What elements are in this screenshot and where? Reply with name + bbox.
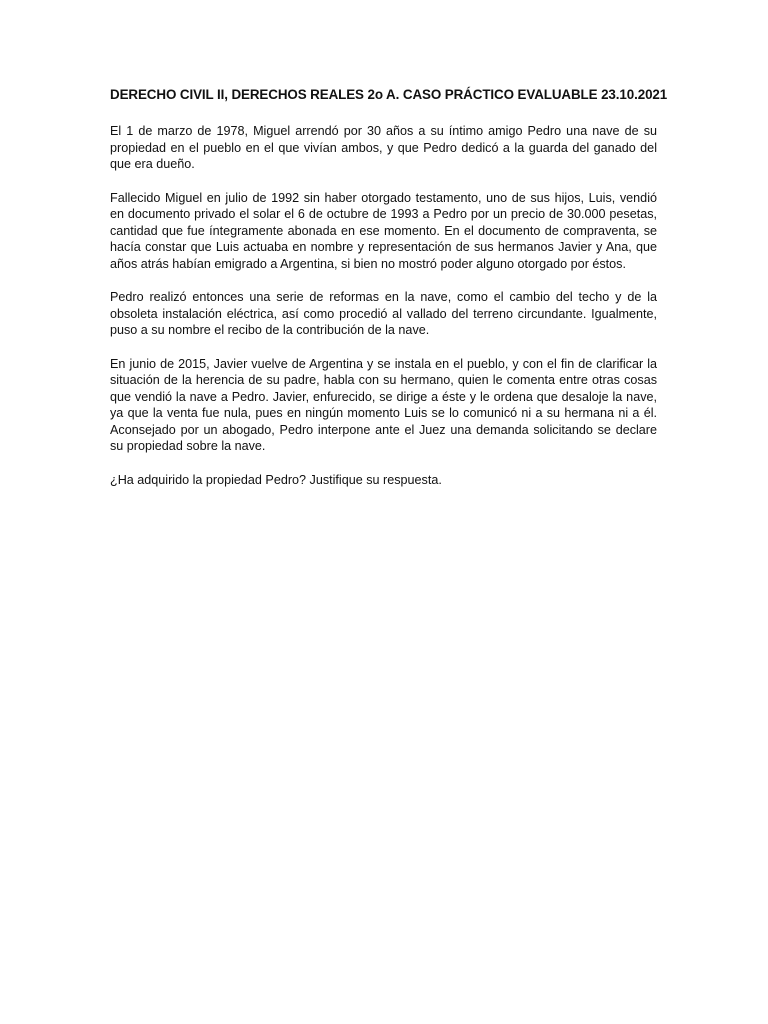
question-text: ¿Ha adquirido la propiedad Pedro? Justifique su respuesta.	[110, 472, 442, 487]
document-title: DERECHO CIVIL II, DERECHOS REALES 2o A. CASO PRÁCTICO EVALUABLE 23.10.2021	[110, 87, 668, 102]
paragraph-1: El 1 de marzo de 1978, Miguel arrendó por 30 años a su íntimo amigo Pedro una nave de su propiedad en el pueblo en el que vivían ambos, y que Pedro dedicó a la guarda del ganado del que era dueño.	[110, 124, 657, 171]
paragraph-4: En junio de 2015, Javier vuelve de Argentina y se instala en el pueblo, y con el fin de clarificar la situación de la herencia de su padre, habla con su hermano, quien le comenta entre otras cosas que vendió la nave a Pedro. Javier, enfurecido, se dirige a éste y le ordena que desaloje la nave, ya que la venta fue nula, pues en ningún momento Luis se lo comunicó ni a su hermana ni a él. Aconsejado por un abogado, Pedro interpone ante el Juez una demanda solicitando se declare su propiedad sobre la nave.	[110, 356, 657, 453]
document-body	[110, 86, 668, 488]
paragraph-2: Fallecido Miguel en julio de 1992 sin haber otorgado testamento, uno de sus hijos, Luis, vendió en documento privado el solar el 6 de octubre de 1993 a Pedro por un precio de 30.000 pesetas, cantidad que fue íntegramente abonada en ese momento. En el documento de compraventa, se hacía constar que Luis actuaba en nombre y representación de sus hermanos Javier y Ana, que años atrás habían emigrado a Argentina, si bien no mostró poder alguno otorgado por éstos.	[110, 190, 657, 271]
paragraph-3: Pedro realizó entonces una serie de reformas en la nave, como el cambio del techo y de la obsoleta instalación eléctrica, así como procedió al vallado del terreno circundante. Igualmente, puso a su nombre el recibo de la contribución de la nave.	[110, 290, 657, 337]
